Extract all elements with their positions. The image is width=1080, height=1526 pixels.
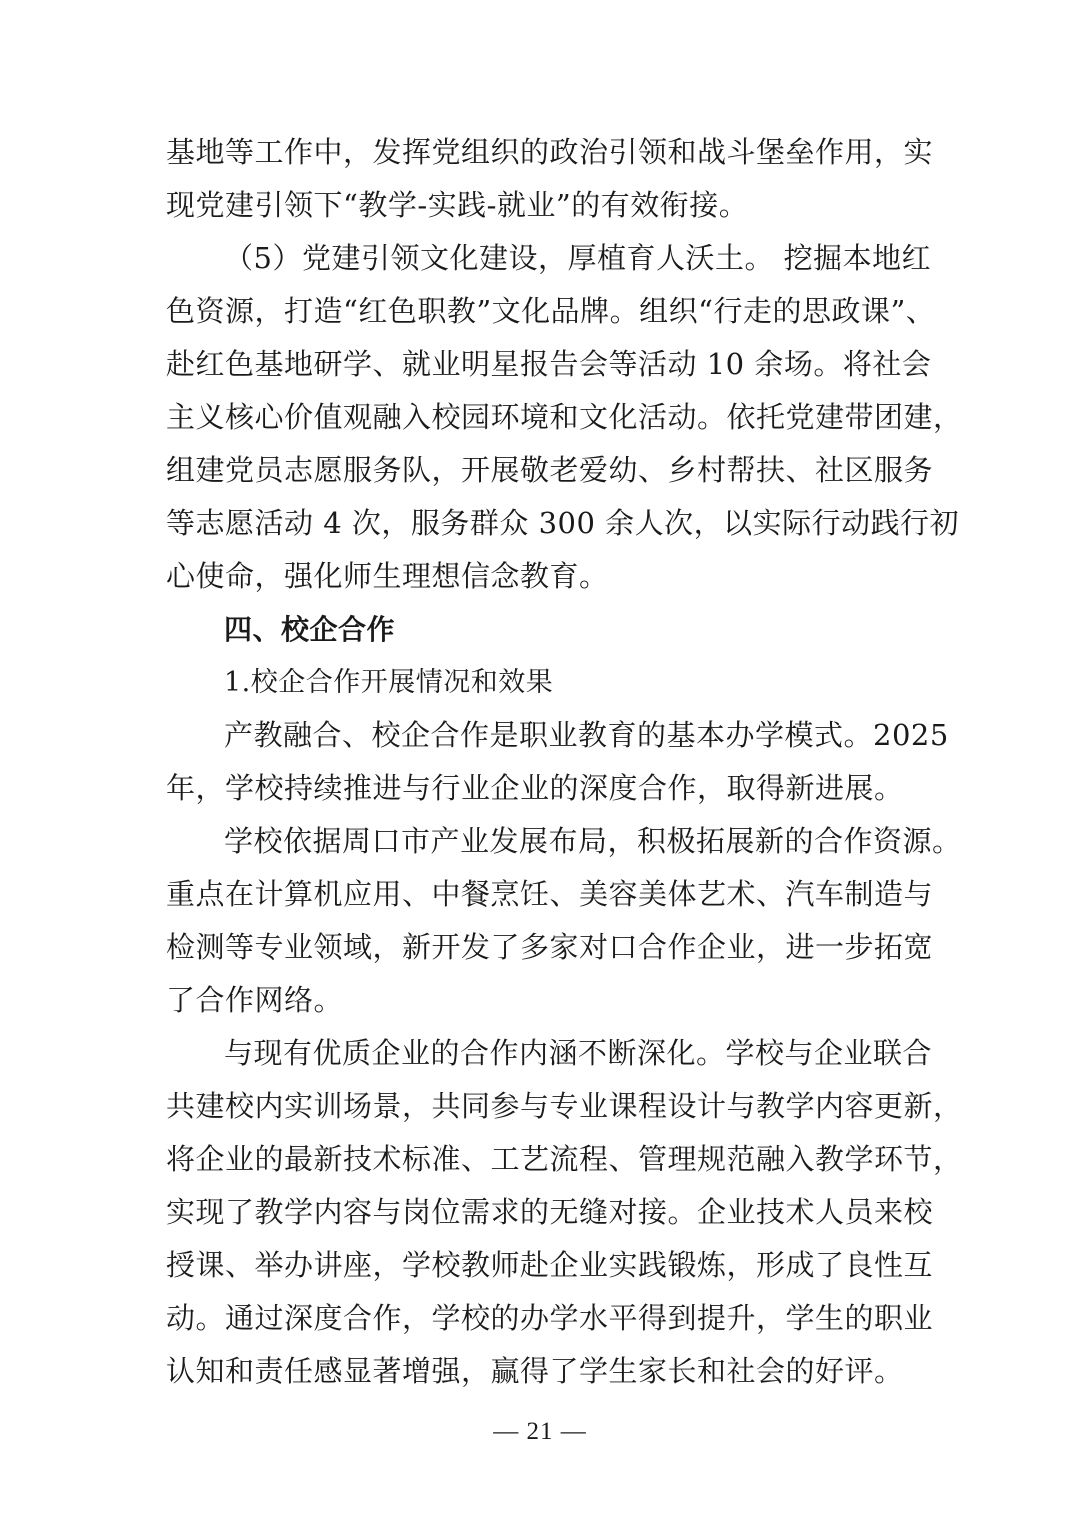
text-line: 认知和责任感显著增强，赢得了学生家长和社会的好评。	[166, 1354, 904, 1388]
text-line: 共建校内实训场景，共同参与专业课程设计与教学内容更新，	[166, 1089, 963, 1123]
page-number: — 21 —	[493, 1418, 587, 1445]
text-line: 检测等专业领域，新开发了多家对口合作企业，进一步拓宽	[166, 930, 934, 964]
document-body	[166, 126, 963, 1398]
text-line: 主义核心价值观融入校园环境和文化活动。依托党建带团建，	[166, 400, 963, 434]
subsection-heading: 1.校企合作开展情况和效果	[224, 667, 554, 698]
text-line: 等志愿活动 4 次，服务群众 300 余人次，以实际行动践行初	[166, 506, 960, 540]
text-line: 赴红色基地研学、就业明星报告会等活动 10 余场。将社会	[166, 347, 932, 381]
text-line: 产教融合、校企合作是职业教育的基本办学模式。2025	[224, 718, 949, 752]
section-heading: 四、校企合作	[224, 613, 396, 646]
text-line: 实现了教学内容与岗位需求的无缝对接。企业技术人员来校	[166, 1195, 934, 1229]
text-line: 心使命，强化师生理想信念教育。	[166, 559, 609, 593]
text-line: 组建党员志愿服务队，开展敬老爱幼、乡村帮扶、社区服务	[166, 453, 934, 487]
text-line: 了合作网络。	[166, 983, 344, 1017]
text-line: 基地等工作中，发挥党组织的政治引领和战斗堡垒作用，实	[166, 135, 934, 169]
text-line: 动。通过深度合作，学校的办学水平得到提升，学生的职业	[166, 1301, 934, 1335]
text-line: 现党建引领下“教学-实践-就业”的有效衔接。	[166, 188, 749, 222]
text-line: 重点在计算机应用、中餐烹饪、美容美体艺术、汽车制造与	[166, 877, 934, 911]
text-line: 将企业的最新技术标准、工艺流程、管理规范融入教学环节，	[166, 1142, 963, 1176]
text-line: 年，学校持续推进与行业企业的深度合作，取得新进展。	[166, 771, 904, 805]
text-line: 与现有优质企业的合作内涵不断深化。学校与企业联合	[224, 1036, 933, 1070]
text-line: （5）党建引领文化建设，厚植育人沃土。 挖掘本地红	[224, 241, 932, 275]
text-line: 授课、举办讲座，学校教师赴企业实践锻炼，形成了良性互	[166, 1248, 934, 1282]
text-line: 学校依据周口市产业发展布局，积极拓展新的合作资源。	[224, 824, 962, 858]
text-line: 色资源，打造“红色职教”文化品牌。组织“行走的思政课”、	[166, 294, 936, 328]
